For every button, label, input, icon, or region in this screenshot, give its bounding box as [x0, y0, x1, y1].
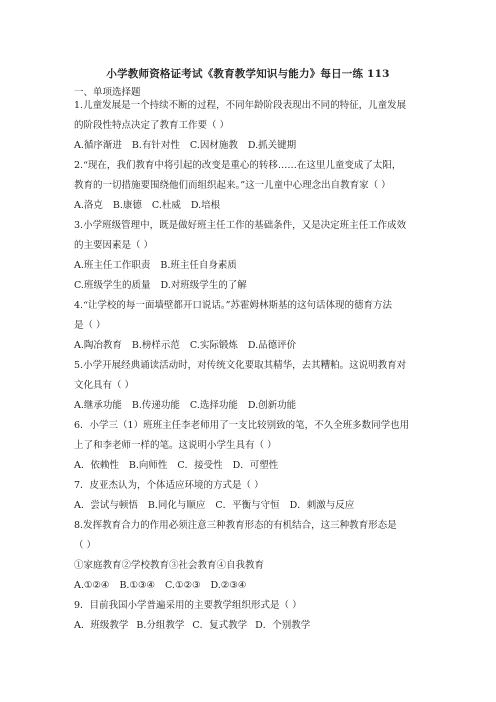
question-2-line-1: 2.“现在，我们教育中将引起的改变是重心的转移……在这里儿童变成了太阳，: [74, 160, 402, 171]
question-2-line-2: 教育的一切措施要围绕他们而组织起来。”这一儿童中心理念出自教育家（ ）: [74, 180, 391, 191]
option-b: B.向师性: [128, 460, 168, 471]
question-8-line-2: （ ）: [74, 540, 97, 551]
question-9-line-1: 9．目前我国小学普遍采用的主要教学组织形式是（ ）: [74, 600, 302, 611]
option-c: C.①②③: [165, 580, 201, 591]
question-8-line-3: ①家庭教育②学校教育③社会教育④自我教育: [74, 560, 265, 571]
option-c: C.杜威: [151, 200, 181, 211]
option-a: A.继承功能: [74, 400, 122, 411]
option-b: B.传递功能: [131, 400, 180, 411]
question-8-options: [74, 580, 246, 592]
question-4-options: [74, 340, 296, 352]
question-3-options-row-1: [74, 260, 237, 272]
page-title: 小学教师资格证考试《教育教学知识与能力》每日一练 113: [106, 68, 390, 80]
question-3-options-row-2: [74, 280, 247, 292]
question-6-line-1: 6．小学三（1）班班主任李老师用了一支比较别致的笔，不久全班多数同学也用: [74, 420, 410, 431]
option-d: D.创新功能: [247, 400, 297, 411]
question-5-options: [74, 400, 296, 412]
option-b: B.有针对性: [131, 140, 180, 151]
question-1-options: [74, 140, 296, 152]
question-7-options: [74, 500, 354, 512]
option-c: C.班级学生的质量: [74, 280, 151, 291]
option-b: B.①③④: [119, 580, 155, 591]
option-a: A.陶冶教育: [74, 340, 122, 351]
question-8-line-1: 8.发挥教育合力的作用必须注意三种教育形态的有机结合，这三种教育形态是: [74, 520, 397, 531]
option-b: B.班主任自身素质: [160, 260, 237, 271]
question-3-line-2: 的主要因素是（ ）: [74, 240, 154, 251]
option-c: C.因材施教: [189, 140, 238, 151]
option-a: A．班级教学: [74, 620, 129, 631]
option-d: D.对班级学生的了解: [160, 280, 247, 291]
option-b: B.分组教学: [136, 620, 185, 631]
option-c: C.选择功能: [189, 400, 238, 411]
option-a: A.班主任工作职责: [74, 260, 151, 271]
option-d: D．可塑性: [232, 460, 279, 471]
question-7-line-1: 7．皮亚杰认为，个体适应环境的方式是（ ）: [74, 480, 264, 491]
option-a: A．依赖性: [74, 460, 119, 471]
option-a: A.洛克: [74, 200, 103, 211]
question-6-options: [74, 460, 278, 472]
option-c: C.实际锻炼: [189, 340, 238, 351]
option-d: D．刺激与反应: [289, 500, 355, 511]
option-d: D.品德评价: [247, 340, 297, 351]
option-d: D.培根: [190, 200, 221, 211]
option-c: C．复式教学: [192, 620, 248, 631]
question-4-line-1: 4.“让学校的每一面墙壁都开口说话。”苏霍姆林斯基的这句话体现的德育方法: [74, 300, 393, 311]
question-5-line-1: 5.小学开展经典诵读活动时，对传统文化要取其精华，去其糟粕。这说明教育对: [74, 360, 407, 371]
option-a: A.①②④: [74, 580, 110, 591]
option-b: B.同化与顺应: [147, 500, 206, 511]
option-c: C．平衡与守恒: [215, 500, 280, 511]
option-b: B.榜样示范: [131, 340, 180, 351]
question-2-options: [74, 200, 220, 212]
option-d: D.抓关键期: [247, 140, 297, 151]
question-3-line-1: 3.小学班级管理中，既是做好班主任工作的基础条件，又是决定班主任工作成效: [74, 220, 407, 231]
question-1-line-2: 的阶段性特点决定了教育工作要（ ）: [74, 120, 230, 131]
question-9-options: [74, 620, 310, 632]
question-1-line-1: 1.儿童发展是一个持续不断的过程，不同年龄阶段表现出不同的特征，儿童发展: [74, 100, 407, 111]
option-b: B.康德: [112, 200, 142, 211]
question-6-line-2: 上了和李老师一样的笔。这说明小学生具有（ ）: [74, 440, 277, 451]
option-c: C．接受性: [177, 460, 223, 471]
option-d: D．个别教学: [255, 620, 311, 631]
option-a: A．尝试与顿悟: [74, 500, 138, 511]
question-4-line-2: 是（ ）: [74, 320, 106, 331]
option-d: D.②③④: [210, 580, 247, 591]
question-5-line-2: 文化具有（ ）: [74, 380, 135, 391]
section-heading: 一、单项选择题: [74, 87, 141, 98]
option-a: A.循序渐进: [74, 140, 122, 151]
